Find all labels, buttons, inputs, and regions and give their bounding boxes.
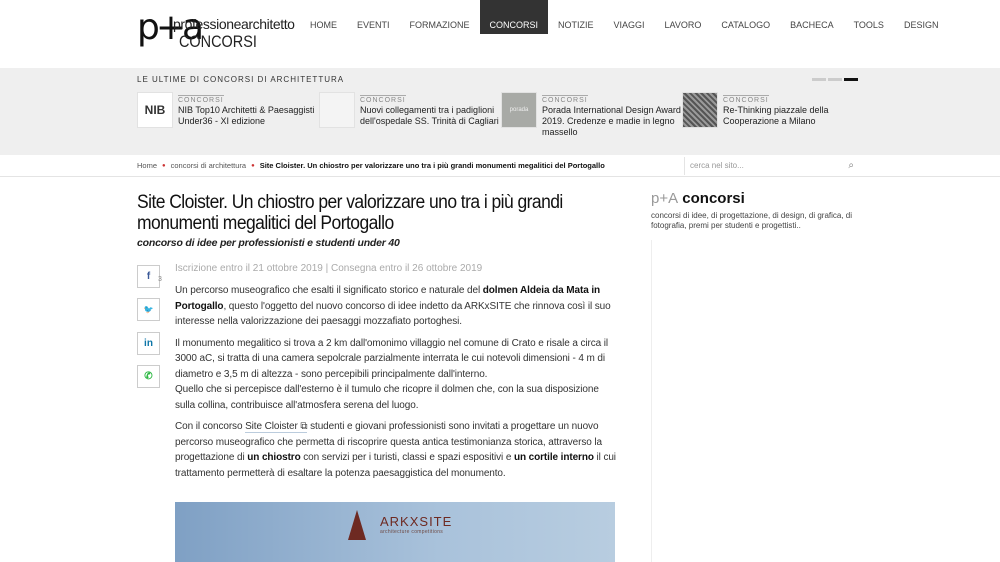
paragraph: [175, 283, 619, 330]
latest-card[interactable]: [501, 92, 681, 142]
nav-eventi[interactable]: EVENTI: [357, 20, 390, 30]
pager-dot[interactable]: [812, 78, 826, 81]
nav-bacheca[interactable]: BACHECA: [790, 20, 834, 30]
nav-notizie[interactable]: NOTIZIE: [558, 20, 594, 30]
main-nav: [300, 0, 948, 34]
breadcrumb-current: Site Cloister. Un chiostro per valorizzare uno tra i più grandi monumenti megalitici del Portogallo: [259, 161, 605, 170]
article-dates: Iscrizione entro il 21 ottobre 2019 | Consegna entro il 26 ottobre 2019: [175, 263, 483, 274]
bold-text: dolmen Aldeia da Mata in Portogallo: [175, 285, 601, 312]
facebook-share-count: 3: [158, 276, 162, 283]
whatsapp-icon: ✆: [144, 371, 153, 382]
article-hero-image: [175, 502, 615, 562]
nav-catalogo[interactable]: CATALOGO: [721, 20, 771, 30]
sidebar-title: [651, 190, 745, 207]
twitter-icon: 🐦: [143, 305, 154, 314]
nav-concorsi[interactable]: CONCORSI: [480, 0, 549, 34]
card-category: CONCORSI: [178, 97, 224, 104]
card-title[interactable]: Porada International Design Award 2019. Credenze e madie in legno massello: [542, 105, 681, 137]
search-input[interactable]: [684, 157, 858, 175]
facebook-share-button[interactable]: [137, 265, 160, 288]
paragraph: [175, 336, 619, 414]
text: Un percorso museografico che esalti il significato storico e naturale del: [175, 285, 483, 296]
card-title[interactable]: Nuovi collegamenti tra i padiglioni dell'ospedale SS. Trinità di Cagliari: [360, 105, 499, 126]
text: studenti e giovani professionisti sono invitati a progettare un nuovo percorso museografico che permetta di riscoprire questa antica testimonianza storica, attraverso la progettazione di: [175, 421, 602, 463]
card-title[interactable]: Re-Thinking piazzale della Cooperazione a Milano: [723, 105, 829, 126]
logo-line2: CONCORSI: [179, 32, 257, 51]
sidebar-description: concorsi di idee, di progettazione, di design, di grafica, di fotografia, premi per studenti e progettisti..: [651, 211, 853, 230]
card-thumbnail: [319, 92, 355, 128]
nav-lavoro[interactable]: LAVORO: [664, 20, 702, 30]
nav-viaggi[interactable]: VIAGGI: [613, 20, 645, 30]
page-title: Site Cloister. Un chiostro per valorizzare uno tra i più grandi monumenti megalitici del Portogallo: [137, 192, 563, 234]
latest-title: LE ULTIME DI CONCORSI DI ARCHITETTURA: [137, 75, 345, 84]
text: Con il concorso: [175, 421, 246, 432]
sidebar-title-main: concorsi: [682, 190, 745, 207]
linkedin-share-button[interactable]: [137, 332, 160, 355]
breadcrumb-separator: ●: [251, 162, 255, 169]
bold-text: un chiostro: [247, 452, 301, 463]
search-placeholder: cerca nel sito...: [690, 161, 744, 170]
nav-home[interactable]: HOME: [310, 20, 337, 30]
search-icon[interactable]: ⌕: [848, 160, 854, 171]
arkxsite-logo: [380, 514, 452, 535]
breadcrumb-home[interactable]: Home: [137, 161, 158, 170]
carousel-pager[interactable]: [812, 78, 858, 81]
arkxsite-logo-mark: [348, 510, 366, 540]
logo-line1: professionearchitetto: [173, 16, 295, 32]
pager-dot-active[interactable]: [844, 78, 858, 81]
breadcrumb: [137, 161, 605, 170]
sidebar-divider: [651, 240, 652, 562]
card-category: CONCORSI: [542, 97, 588, 104]
card-thumbnail: [682, 92, 718, 128]
breadcrumb-section[interactable]: concorsi di architettura: [170, 161, 247, 170]
nav-design[interactable]: DESIGN: [903, 20, 939, 30]
nav-formazione[interactable]: FORMAZIONE: [409, 20, 470, 30]
article-body: [175, 283, 619, 487]
linkedin-icon: in: [144, 338, 153, 349]
card-category: CONCORSI: [360, 97, 406, 104]
text: , questo l'oggetto del nuovo concorso di idee indetto da ARKxSITE che rinnova così il suo interesse nella valorizzazione dei paesaggi mozzafiato portoghesi.: [175, 300, 611, 327]
site-logo[interactable]: [137, 7, 297, 54]
nav-tools[interactable]: TOOLS: [853, 20, 884, 30]
card-thumbnail: porada: [501, 92, 537, 128]
card-title[interactable]: NIB Top10 Architetti & Paesaggisti Under36 - XI edizione: [178, 105, 315, 126]
logo-text: ARKXSITE: [380, 514, 453, 529]
latest-card[interactable]: [319, 92, 499, 142]
logo-mark: p+a: [137, 7, 201, 48]
site-cloister-link[interactable]: Site Cloister ⧉: [245, 421, 308, 432]
facebook-icon: f: [146, 271, 151, 282]
pager-dot[interactable]: [828, 78, 842, 81]
bold-text: un cortile interno: [513, 452, 594, 463]
whatsapp-share-button[interactable]: [137, 365, 160, 388]
latest-card[interactable]: [682, 92, 862, 142]
twitter-share-button[interactable]: [137, 298, 160, 321]
text: Quello che si percepisce dall'esterno è il tumulo che ricopre il dolmen che, con la sua disposizione sulla collina, contribuisce all'atmosfera serena del luogo.: [175, 384, 599, 411]
sidebar-title-prefix: p+A: [651, 190, 679, 207]
card-category: CONCORSI: [723, 97, 769, 104]
text: il cui trattamento permetterà di esaltare la potenza paesaggistica del monumento.: [175, 452, 616, 479]
article-subtitle: concorso di idee per professionisti e studenti under 40: [137, 237, 400, 249]
breadcrumb-separator: ●: [162, 162, 166, 169]
card-thumbnail: NIB: [137, 92, 173, 128]
paragraph: [175, 419, 619, 481]
latest-card[interactable]: [137, 92, 317, 142]
logo-subtext: architecture competitions: [380, 529, 444, 535]
text: Il monumento megalitico si trova a 2 km dall'omonimo villaggio nel comune di Crato e risale a circa il 3000 aC, si tratta di una camera sepolcrale parzialmente interrata le cui notevoli dimensioni - 4 m di diametro e 3,5 m di altezza - sono percepibili principalmente dall'interno.: [175, 337, 609, 380]
text: con servizi per i turisti, classi e spazi espositivi e: [300, 452, 514, 463]
